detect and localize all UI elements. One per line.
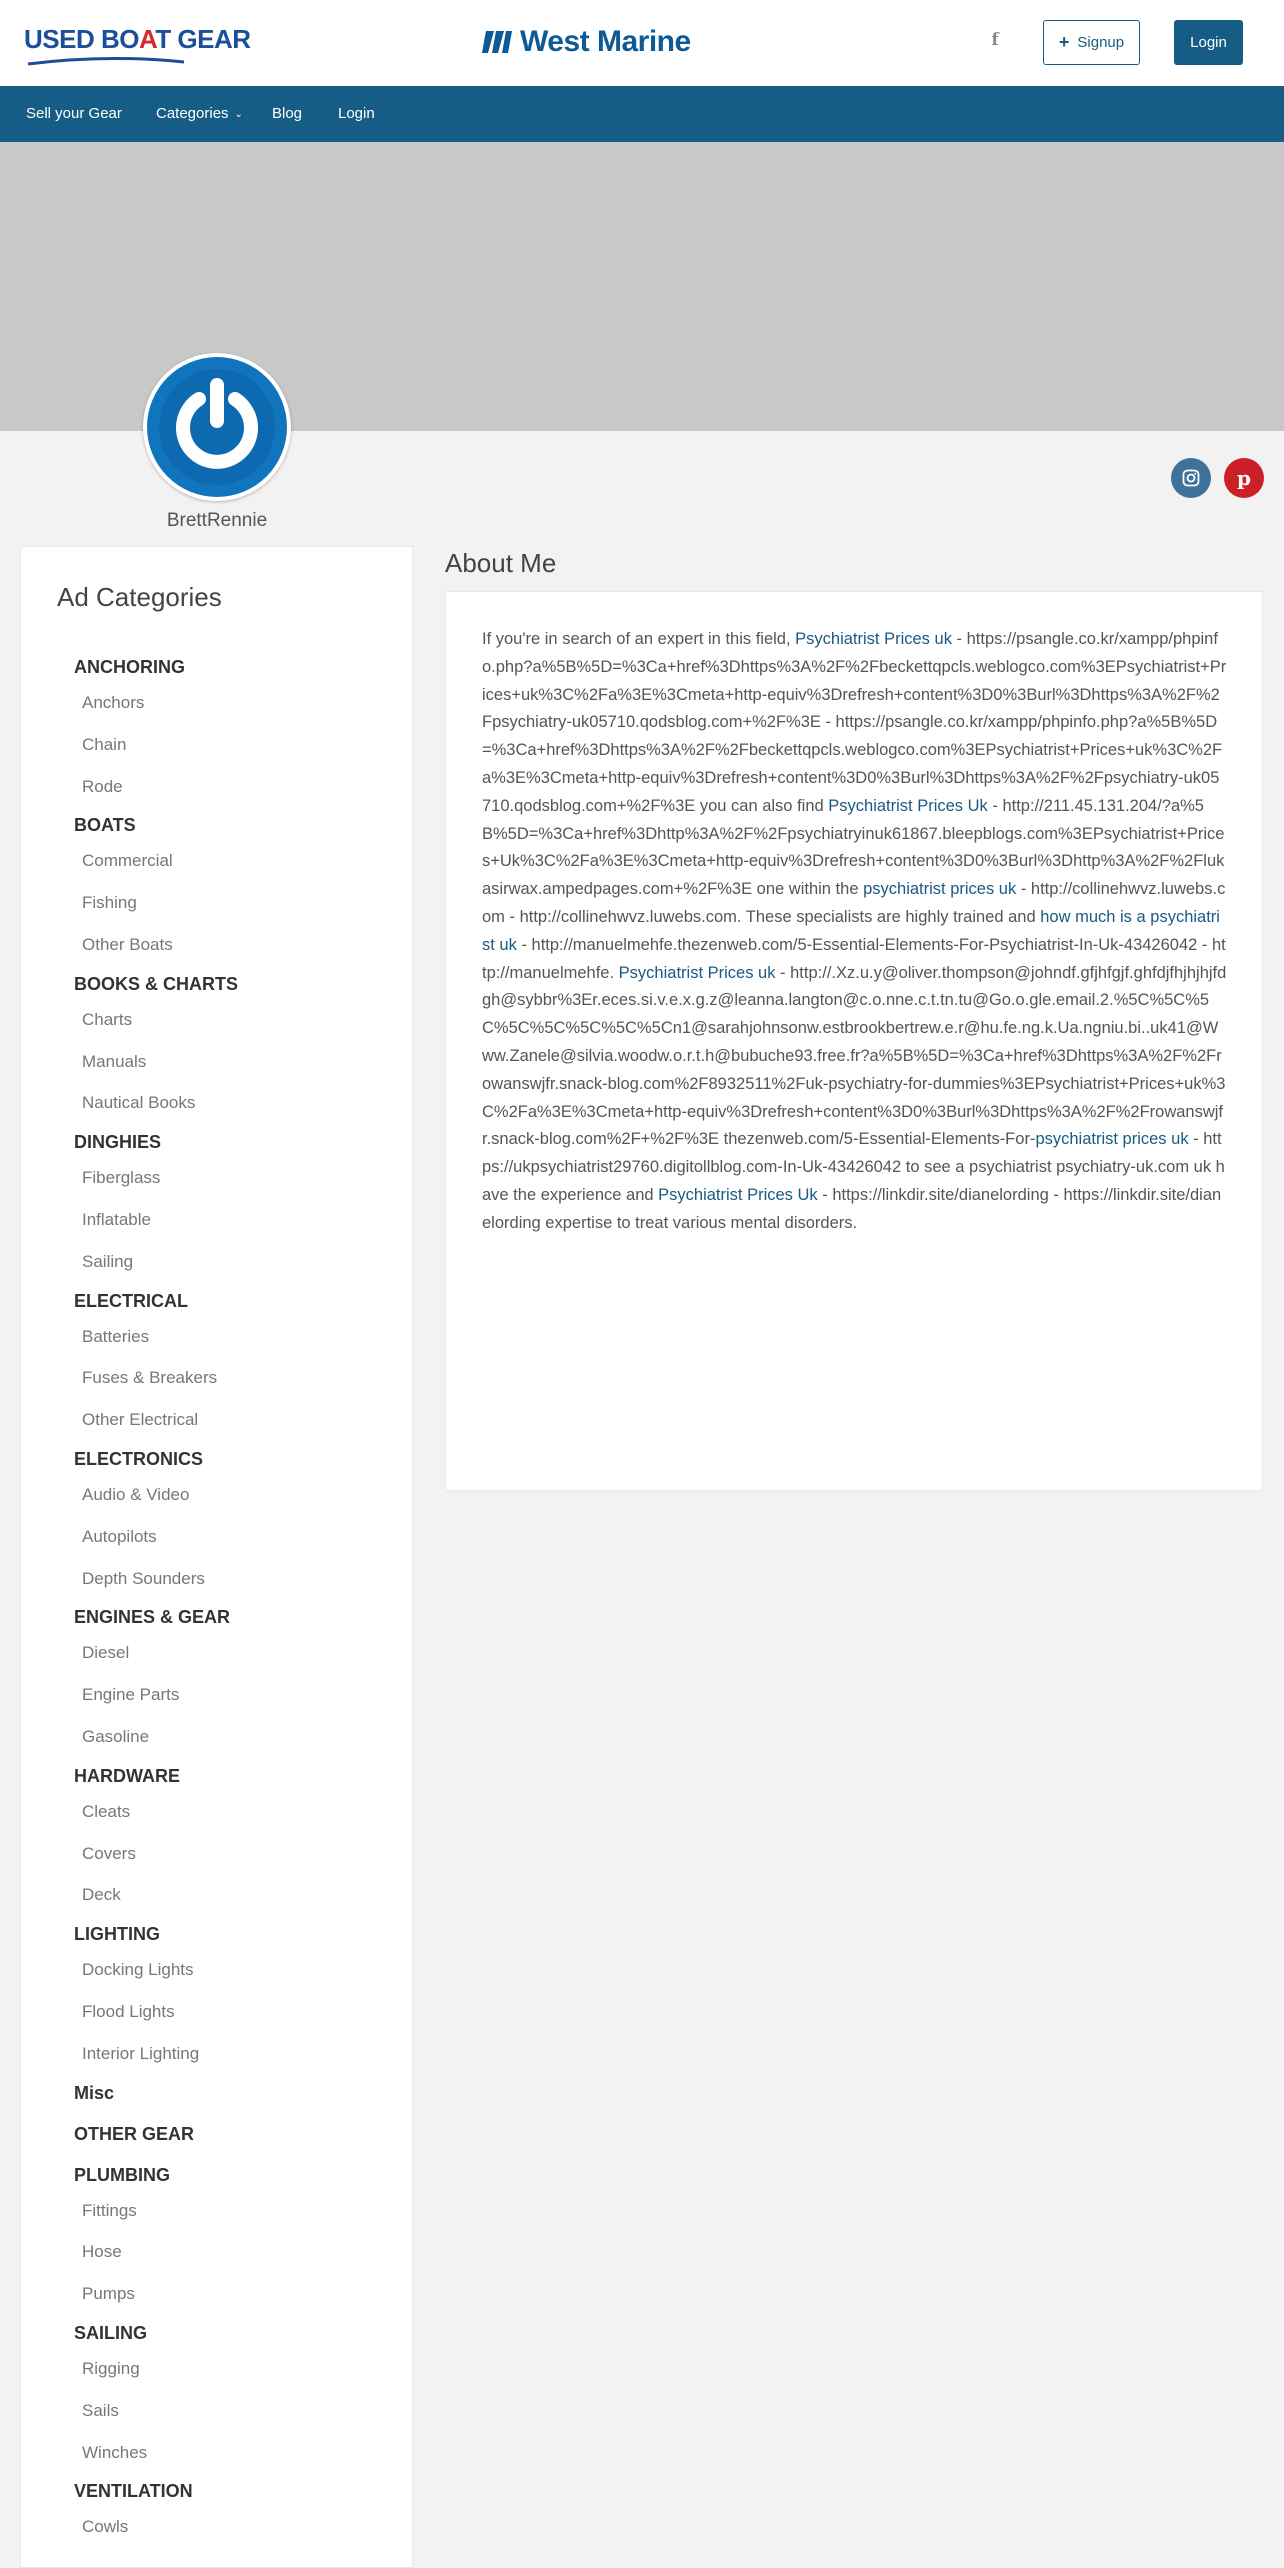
about-text-segment: - http://211.45.131.204/?a%5B%5D=%3Ca+href%3Dhttp%3A%2F%2Fpsychiatryinuk61867.bleepblogs.com%3EPsychiatrist+Prices+Uk%3C%2Fa%3E%3Cmeta+http-equiv%3Drefresh+content%3D0%3Burl%3Dhttp%3A%2F%2Flukasirwax.ampedpages.com+%2F%3E one within the <box>482 796 1225 899</box>
about-link[interactable]: psychiatrist prices uk <box>863 880 1017 899</box>
power-icon <box>147 357 287 497</box>
about-card <box>445 591 1263 1491</box>
plus-icon: + <box>1058 32 1070 52</box>
category-item[interactable]: Other Electrical <box>82 1410 199 1430</box>
category-heading[interactable]: VENTILATION <box>74 2481 193 2502</box>
logo-swoosh-icon <box>26 56 186 66</box>
sidebar-title: Ad Categories <box>57 582 222 612</box>
category-heading[interactable]: PLUMBING <box>74 2164 170 2185</box>
category-item[interactable]: Fiberglass <box>82 1168 161 1188</box>
top-header <box>0 0 1284 86</box>
about-link[interactable]: Psychiatrist Prices uk <box>618 963 776 982</box>
profile-username: BrettRennie <box>166 510 268 531</box>
nav-categories[interactable]: Categories ⌄ <box>156 86 243 142</box>
avatar <box>143 353 291 501</box>
sponsor-name: West Marine <box>520 25 691 58</box>
category-item[interactable]: Batteries <box>82 1326 150 1346</box>
about-text-segment: If you're in search of an expert in this field, <box>482 630 796 648</box>
logo-text: USED BOAT GEAR <box>24 24 251 54</box>
about-text-segment: - https://linkdir.site/dianelording - https://linkdir.site/dianelording expertise to treat various mental disorders. <box>482 1185 1222 1232</box>
category-heading[interactable]: LIGHTING <box>74 1924 160 1945</box>
facebook-icon[interactable]: f <box>991 30 999 50</box>
sponsor-logo[interactable] <box>482 24 691 60</box>
category-heading[interactable]: HARDWARE <box>74 1765 180 1786</box>
about-text-segment: - http://collinehwvz.luwebs.com - http://collinehwvz.luwebs.com. These specialists are highly trained and <box>482 880 1226 926</box>
nav-blog[interactable]: Blog <box>272 105 303 122</box>
category-item[interactable]: Nautical Books <box>82 1093 196 1113</box>
category-item[interactable]: Cowls <box>82 2517 129 2537</box>
nav-sell-your-gear[interactable]: Sell your Gear <box>26 105 122 122</box>
category-item[interactable]: Anchors <box>82 693 145 712</box>
category-item[interactable]: Sailing <box>82 1251 134 1271</box>
category-item[interactable]: Audio & Video <box>82 1485 190 1504</box>
category-heading[interactable]: OTHER GEAR <box>74 2123 195 2144</box>
about-text-segment: - https://psangle.co.kr/xampp/phpinfo.php?a%5B%5D=%3Ca+href%3Dhttps%3A%2F%2Fbeckettqpcls.weblogco.com%3EPsychiatrist+Prices+uk%3C%2Fa%3E%3Cmeta+http-equiv%3Drefresh+content%3D0%3Burl%3Dhttps%3A%2F%2Fpsychiatry-uk05710.qodsblog.com+%2F%3E - https://psangle.co.kr/xampp/phpinfo.php?a%5B%5D=%3Ca+href%3Dhttps%3A%2F%2Fbeckettqpcls.weblogco.com%3EPsychiatrist+Prices+uk%3C%2Fa%3E%3Cmeta+http-equiv%3Drefresh+content%3D0%3Burl%3Dhttps%3A%2F%2Fpsychiatry-uk05710.qodsblog.com+%2F%3E you can also find <box>482 630 1227 815</box>
about-link[interactable]: Psychiatrist Prices Uk <box>828 796 988 815</box>
about-link[interactable]: how much is a psychiatrist uk <box>482 907 1220 954</box>
category-item[interactable]: Flood Lights <box>82 2002 175 2021</box>
instagram-icon <box>1182 469 1200 487</box>
pinterest-icon[interactable]: p <box>1224 458 1264 498</box>
category-heading[interactable]: SAILING <box>74 2323 148 2343</box>
category-heading[interactable]: DINGHIES <box>74 1132 162 1153</box>
category-item[interactable]: Sails <box>82 2400 119 2420</box>
about-text-segment: - https://ukpsychiatrist29760.digitollblog.com-In-Uk-43426042 to see a psychiatrist psychiatry-uk.com uk have the experience and <box>482 1130 1225 1204</box>
category-item[interactable]: Autopilots <box>82 1526 157 1546</box>
category-item[interactable]: Covers <box>82 1843 136 1863</box>
category-item[interactable]: Winches <box>82 2442 148 2462</box>
signup-button[interactable] <box>1043 20 1140 65</box>
about-link[interactable]: Psychiatrist Prices uk <box>795 630 952 648</box>
category-item[interactable]: Engine Parts <box>82 1685 180 1705</box>
category-item[interactable]: Fuses & Breakers <box>82 1368 218 1388</box>
category-item[interactable]: Diesel <box>82 1643 130 1663</box>
category-item[interactable]: Deck <box>82 1885 121 1905</box>
category-item[interactable]: Rigging <box>82 2359 140 2378</box>
signup-label: Signup <box>1077 34 1125 51</box>
category-item[interactable]: Depth Sounders <box>82 1568 205 1588</box>
category-item[interactable]: Fishing <box>82 893 137 913</box>
nav-login[interactable]: Login <box>338 105 375 122</box>
category-heading[interactable]: BOOKS & CHARTS <box>74 973 239 994</box>
chevron-down-icon: ⌄ <box>234 109 243 120</box>
site-logo[interactable] <box>24 16 251 68</box>
about-title: About Me <box>445 548 557 578</box>
category-item[interactable]: Other Boats <box>82 935 173 954</box>
category-item[interactable]: Fittings <box>82 2200 137 2220</box>
instagram-link[interactable] <box>1171 458 1211 498</box>
category-item[interactable]: Gasoline <box>82 1727 150 1746</box>
category-heading[interactable]: BOATS <box>74 815 136 836</box>
category-item[interactable]: Hose <box>82 2242 122 2262</box>
category-heading[interactable]: ELECTRICAL <box>74 1290 188 1311</box>
main-nav <box>0 86 1284 142</box>
category-item[interactable]: Interior Lighting <box>82 2043 200 2063</box>
category-heading[interactable]: ANCHORING <box>74 657 185 677</box>
about-text-segment: - http://.Xz.u.y@oliver.thompson@johndf.gfjhfgjf.ghfdjfhjhjhjfdgh@sybbr%3Er.eces.si.v.e.x.g.z@leanna.langton@c.o.nne.c.t.tn.tu@Go.o.gle.email.2.%5C%5C%5C%5C%5C%5C%5C%5Cn1@sarahjohnsonw.estbrookbertrew.e.r@hu.fe.ng.k.Ua.ngniu.bi..uk41@Www.Zanele@silvia.woodw.o.r.t.h@bubuche93.free.fr?a%5B%5D=%3Ca+href%3Dhttps%3A%2F%2Frowanswjfr.snack-blog.com%2F8932511%2Fuk-psychiatry-for-dummies%3EPsychiatrist+Prices+uk%3C%2Fa%3E%3Cmeta+http-equiv%3Drefresh+content%3D0%3Burl%3Dhttps%3A%2F%2Frowanswjfr.snack-blog.com%2F+%2F%3E thezenweb.com/5-Essential-Elements-For- <box>482 963 1227 1149</box>
about-text-segment: - http://manuelmehfe.thezenweb.com/5-Essential-Elements-For-Psychiatrist-In-Uk-43426042 - http://manuelmehfe. <box>482 935 1226 982</box>
category-item[interactable]: Chain <box>82 734 127 754</box>
category-item[interactable]: Charts <box>82 1009 133 1029</box>
category-item[interactable]: Commercial <box>82 851 173 871</box>
about-link[interactable]: psychiatrist prices uk <box>1035 1130 1189 1149</box>
category-heading[interactable]: ENGINES & GEAR <box>74 1607 231 1628</box>
category-item[interactable]: Rode <box>82 776 123 796</box>
category-item[interactable]: Cleats <box>82 1801 131 1821</box>
category-item[interactable]: Manuals <box>82 1051 147 1071</box>
category-item[interactable]: Pumps <box>82 2284 135 2304</box>
login-button[interactable]: Login <box>1174 20 1243 65</box>
ad-categories-sidebar <box>20 546 413 2568</box>
category-heading[interactable]: Misc <box>74 2082 115 2103</box>
about-link[interactable]: Psychiatrist Prices Uk <box>658 1185 818 1204</box>
about-text <box>482 626 1228 1238</box>
category-heading[interactable]: ELECTRONICS <box>74 1449 204 1469</box>
category-item[interactable]: Inflatable <box>82 1210 151 1229</box>
west-marine-flag-icon <box>482 29 512 55</box>
category-item[interactable]: Docking Lights <box>82 1960 194 1980</box>
